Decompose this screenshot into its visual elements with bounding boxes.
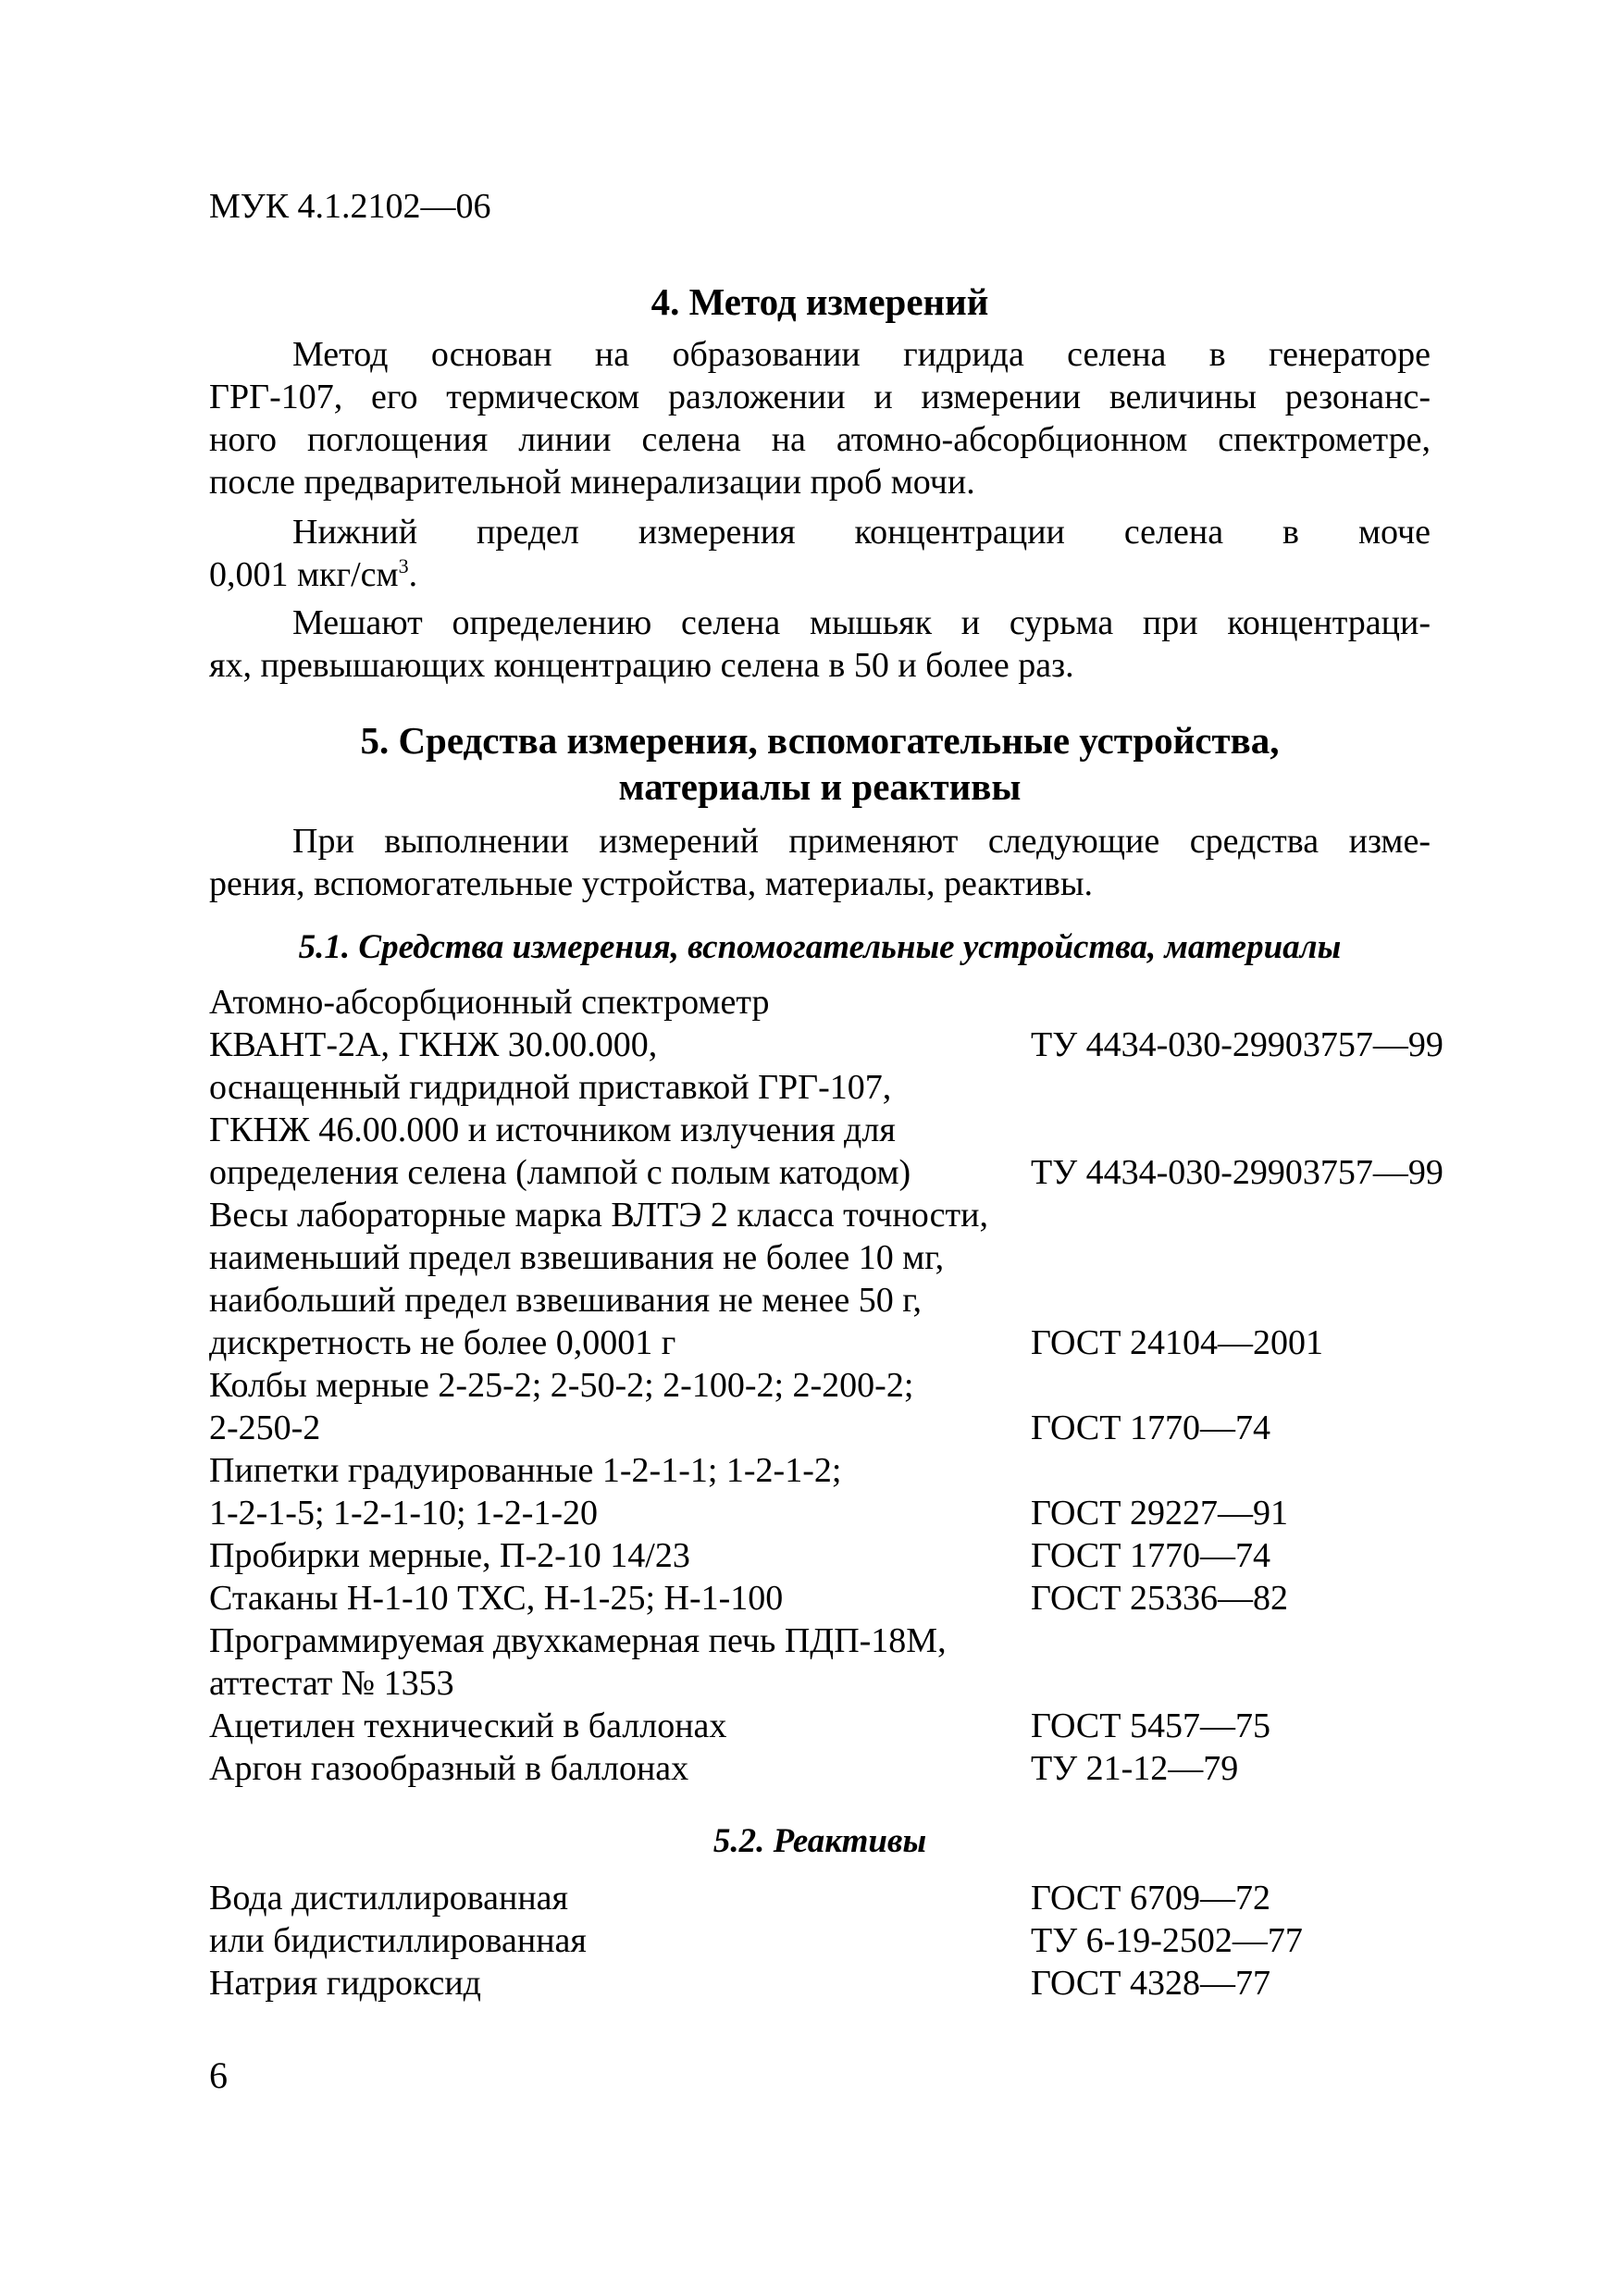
section-4-paragraph-3: [209, 602, 1431, 687]
paragraph-line: При выполнении измерений применяют следующие средства изме-: [292, 822, 1431, 861]
list-item: [209, 1109, 1458, 1151]
list-item: [209, 1962, 1458, 2004]
list-item: [209, 1662, 1458, 1705]
subsection-5-2-title: 5.2. Реактивы: [712, 1822, 927, 1860]
item-name: Ацетилен технический в баллонах: [209, 1706, 727, 1745]
item-name: Аргон газообразный в баллонах: [209, 1749, 689, 1788]
paragraph-line: Метод основан на образовании гидрида селена в генераторе: [292, 335, 1431, 374]
item-name: КВАНТ-2А, ГКНЖ 30.00.000,: [209, 1025, 658, 1064]
document-code-header: МУК 4.1.2102—06: [209, 187, 491, 226]
section-5-title-line-1: 5. Средства измерения, вспомогательные устройства,: [360, 719, 1280, 762]
item-name: Натрия гидроксид: [209, 1964, 482, 2003]
item-standard: ТУ 21-12—79: [1031, 1749, 1239, 1788]
section-4-paragraph-1: [209, 333, 1431, 503]
item-name: наименьший предел взвешивания не более 10 мг,: [209, 1238, 945, 1277]
item-standard: ТУ 4434-030-29903757—99: [1031, 1025, 1443, 1064]
paragraph-line: рения, вспомогательные устройства, материалы, реактивы.: [209, 864, 1094, 903]
item-name: дискретность не более 0,0001 г: [209, 1323, 676, 1362]
item-standard: ГОСТ 6709—72: [1031, 1879, 1270, 1917]
item-standard: ГОСТ 5457—75: [1031, 1706, 1270, 1745]
paragraph-line: ях, превышающих концентрацию селена в 50 и более раз.: [209, 646, 1074, 685]
detection-limit-value: 0,001 мкг/см: [209, 555, 399, 594]
paragraph-line: ного поглощения линии селена на атомно-абсорбционном спектрометре,: [209, 420, 1431, 459]
item-name: 1-2-1-5; 1-2-1-10; 1-2-1-20: [209, 1494, 599, 1533]
paragraph-line: после предварительной минерализации проб мочи.: [209, 463, 975, 502]
item-name: Атомно-абсорбционный спектрометр: [209, 983, 770, 1022]
paragraph-line: ГРГ-107, его термическом разложении и измерении величины резонанс-: [209, 378, 1431, 416]
list-item: [209, 1877, 1458, 1919]
list-item: [209, 1577, 1458, 1620]
list-item: [209, 981, 1458, 1024]
list-item: [209, 1364, 1458, 1407]
item-name: Весы лабораторные марка ВЛТЭ 2 класса точности,: [209, 1196, 988, 1235]
item-standard: ГОСТ 1770—74: [1031, 1536, 1270, 1575]
list-item: [209, 1151, 1458, 1194]
list-item: [209, 1024, 1458, 1066]
item-name: аттестат № 1353: [209, 1664, 454, 1703]
item-standard: ТУ 4434-030-29903757—99: [1031, 1153, 1443, 1192]
item-name: оснащенный гидридной приставкой ГРГ-107,: [209, 1068, 892, 1107]
item-name: Колбы мерные 2-25-2; 2-50-2; 2-100-2; 2-200-2;: [209, 1366, 914, 1405]
item-standard: ГОСТ 25336—82: [1031, 1579, 1288, 1618]
list-item: [209, 1705, 1458, 1747]
item-name: Стаканы Н-1-10 ТХС, Н-1-25; Н-1-100: [209, 1579, 784, 1618]
unit-superscript: 3: [398, 554, 409, 577]
list-item: [209, 1620, 1458, 1662]
list-item: [209, 1279, 1458, 1322]
list-item: [209, 1919, 1458, 1962]
instruments-list: [209, 981, 1458, 1790]
section-4-title: 4. Метод измерений: [650, 280, 989, 323]
reagents-list: [209, 1877, 1458, 2004]
item-standard: ТУ 6-19-2502—77: [1031, 1921, 1303, 1960]
page-number: 6: [209, 2054, 228, 2096]
item-standard: ГОСТ 29227—91: [1031, 1494, 1288, 1533]
item-name: Пробирки мерные, П-2-10 14/23: [209, 1536, 690, 1575]
item-standard: ГОСТ 4328—77: [1031, 1964, 1270, 2003]
list-item: [209, 1407, 1458, 1449]
list-item: [209, 1449, 1458, 1492]
list-item: [209, 1236, 1458, 1279]
item-name: или бидистиллированная: [209, 1921, 587, 1960]
list-item: [209, 1492, 1458, 1534]
item-name: Вода дистиллированная: [209, 1879, 569, 1917]
list-item: [209, 1066, 1458, 1109]
item-name: Пипетки градуированные 1-2-1-1; 1-2-1-2;: [209, 1451, 842, 1490]
section-4-paragraph-2: [209, 511, 1431, 596]
list-item: [209, 1194, 1458, 1236]
item-name: наибольший предел взвешивания не менее 50 г,: [209, 1281, 923, 1320]
section-5-intro: [209, 820, 1431, 905]
item-name: ГКНЖ 46.00.000 и источником излучения для: [209, 1111, 896, 1149]
item-name: Программируемая двухкамерная печь ПДП-18М,: [209, 1621, 947, 1660]
subsection-5-1-title: 5.1. Средства измерения, вспомогательные устройства, материалы: [298, 928, 1342, 966]
section-5-title-line-2: материалы и реактивы: [618, 765, 1022, 808]
item-name: определения селена (лампой с полым катодом): [209, 1153, 911, 1192]
paragraph-line: Нижний предел измерения концентрации селена в моче: [292, 513, 1431, 552]
item-standard: ГОСТ 1770—74: [1031, 1409, 1270, 1447]
paragraph-line-with-unit: [209, 553, 1431, 596]
item-standard: ГОСТ 24104—2001: [1031, 1323, 1323, 1362]
paragraph-line: Мешают определению селена мышьяк и сурьма при концентраци-: [292, 603, 1431, 642]
sentence-end: .: [408, 555, 418, 594]
list-item: [209, 1322, 1458, 1364]
item-name: 2-250-2: [209, 1409, 321, 1447]
list-item: [209, 1534, 1458, 1577]
list-item: [209, 1747, 1458, 1790]
